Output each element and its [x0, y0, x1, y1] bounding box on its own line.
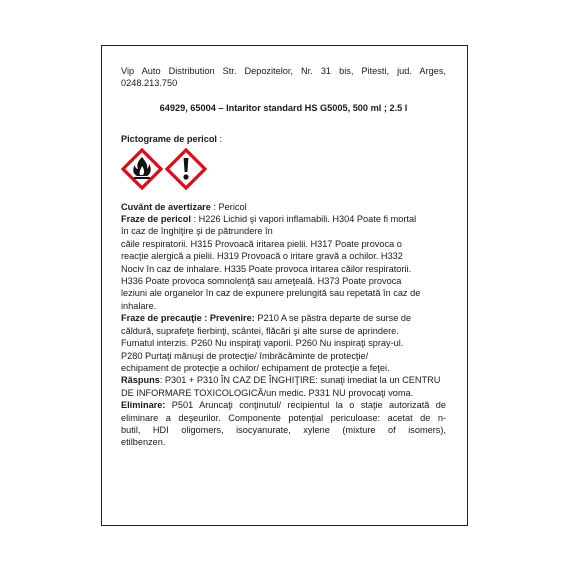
distributor-phone: 0248.213.750: [121, 78, 178, 89]
signal-word-value: : Pericol: [210, 201, 247, 212]
label-content: [121, 65, 446, 449]
precaution-line: căldură, suprafeţe fierbinţi, scântei, flăcări şi alte surse de aprindere.: [121, 325, 399, 336]
response-first-text: : P301 + P310 ÎN CAZ DE ÎNGHIŢIRE: sunaţi imediat la un CENTRU: [159, 375, 441, 386]
disposal-line: etilbenzen.: [121, 437, 166, 448]
precaution-line: Fumatul interzis. P260 Nu inspiraţi vaporii. P260 Nu inspiraţi spray-ul.: [121, 338, 404, 349]
precaution-line: echipament de protecţie a ochilor/ echipament de protecţie a feţei.: [121, 362, 390, 373]
hazard-line: Nociv în caz de inhalare. H335 Poate provoca iritarea căilor respiratorii.: [121, 263, 412, 274]
exclamation-mark-icon: [165, 148, 207, 190]
hazard-line: căile respiratorii. H315 Provoacă iritarea pielii. H317 Poate provoca o: [121, 238, 402, 249]
precaution-line-0: [121, 312, 446, 324]
hazard-line-0: [121, 213, 446, 225]
disposal-first-text: P501 Aruncaţi conţinutul/ recipientul la o staţie autorizată de: [165, 400, 446, 411]
distributor-address: Vip Auto Distribution Str. Depozitelor, Nr. 31 bis, Pitesti, jud. Arges,: [121, 66, 446, 76]
disposal-line: butil, HDI oligomers, isocyanurate, xylene (mixture of isomers),: [121, 424, 446, 435]
hazard-line: inhalare.: [121, 300, 157, 311]
response-line-0: [121, 374, 446, 386]
hazard-line: în caz de înghiţire şi de pătrundere în: [121, 226, 273, 237]
product-label-card: [101, 45, 468, 526]
signal-word-label: Cuvânt de avertizare: [121, 201, 211, 212]
precaution-first-text: P210 A se păstra departe de surse de: [254, 313, 412, 324]
precaution-label: Fraze de precauţie: [121, 313, 202, 324]
hazard-label: Fraze de pericol: [121, 214, 191, 225]
pictograms-colon: :: [217, 134, 223, 145]
hazard-first-text: : H226 Lichid şi vapori inflamabili. H304 Poate fi mortal: [190, 214, 417, 225]
pictogram-row: [121, 148, 446, 192]
hazard-line: H336 Poate provoca somnolenţă sau ameţeală. H373 Poate provoca: [121, 276, 402, 287]
response-label: Răspuns: [121, 375, 160, 386]
hazard-line: reacţie alergică a pielii. H319 Provoacă o iritare gravă a ochilor. H332: [121, 251, 403, 262]
precaution-line: P280 Purtaţi mănuşi de protecţie/ îmbrăcăminte de protecţie/: [121, 350, 369, 361]
pictograms-title: Pictograme de pericol: [121, 134, 217, 145]
signal-word-line: [121, 201, 446, 213]
response-line: DE INFORMARE TOXICOLOGICĂ/un medic. P331 NU provocaţi voma.: [121, 387, 414, 398]
disposal-line: eliminare a deşeurilor. Componente potenţial periculoase: acetat de n-: [121, 412, 446, 423]
pictograms-heading: [121, 133, 446, 145]
flame-icon: [121, 148, 163, 190]
product-title: 64929, 65004 – Intaritor standard HS G5005, 500 ml ; 2.5 l: [159, 102, 408, 113]
precaution-sub-label: : Prevenire:: [201, 313, 255, 324]
disposal-line-0: [121, 399, 446, 411]
hazard-line: leziuni ale organelor în caz de expunere prelungită sau repetată în caz de: [121, 288, 421, 299]
disposal-label: Eliminare:: [121, 400, 166, 411]
